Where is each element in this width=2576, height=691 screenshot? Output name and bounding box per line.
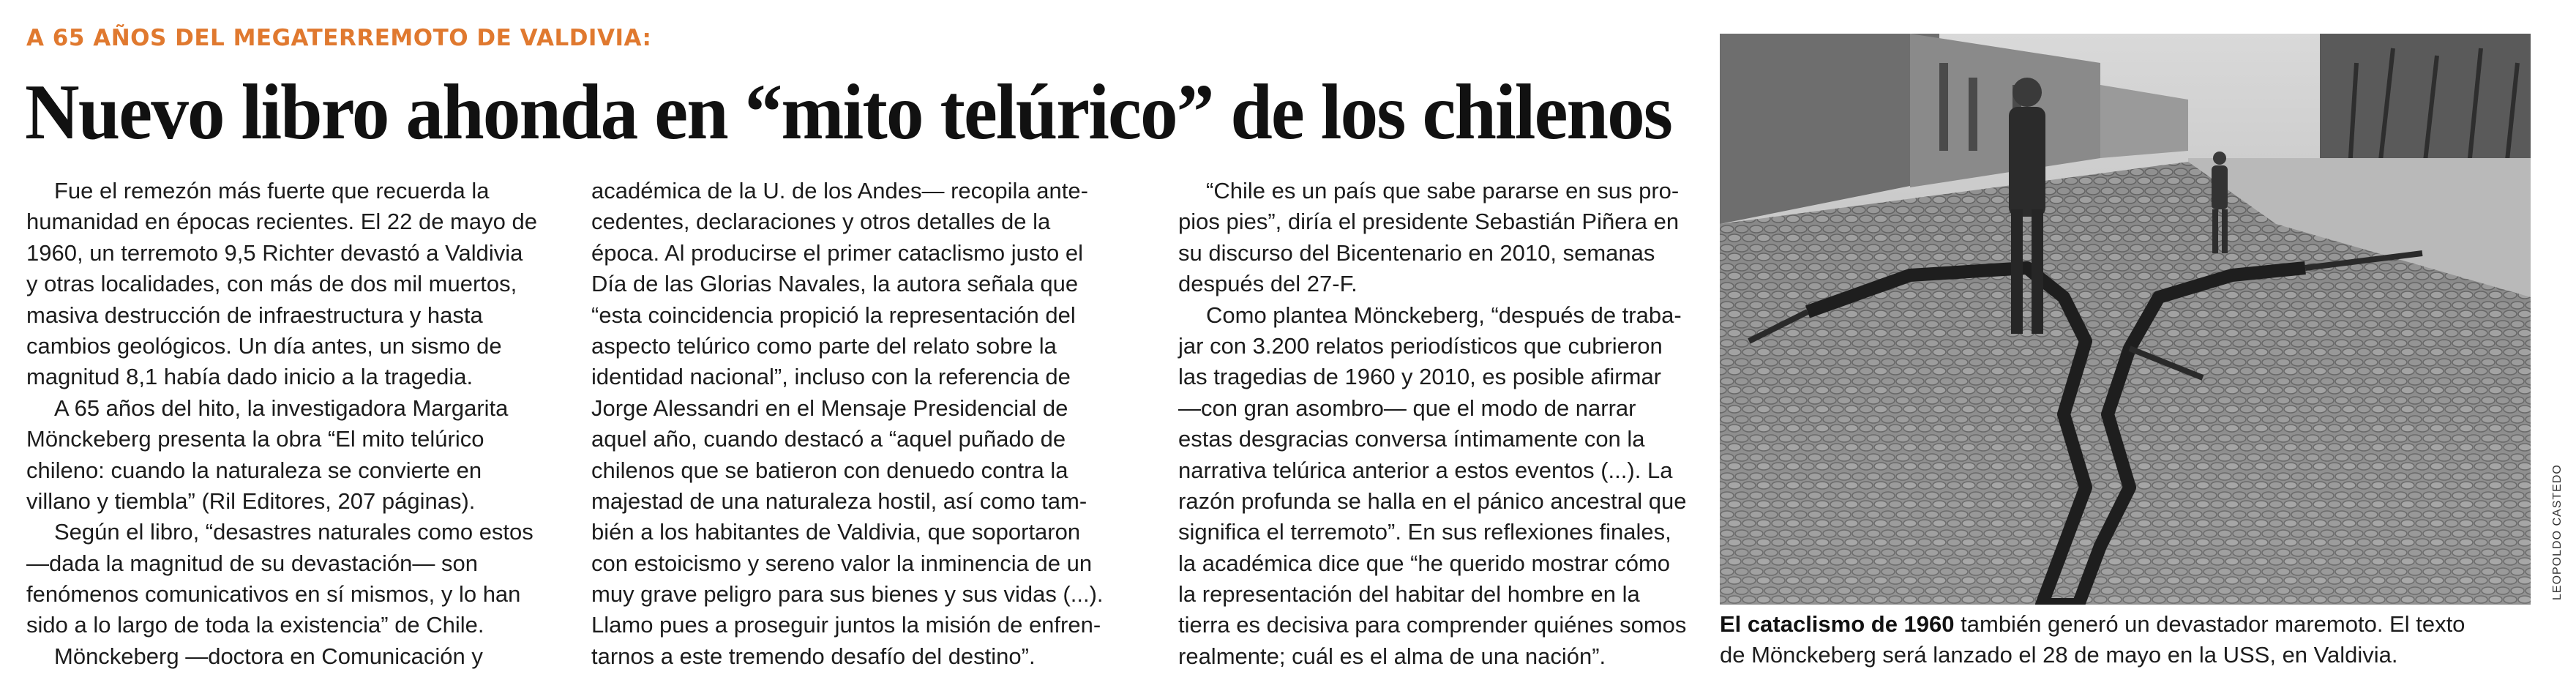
article-line: chileno: cuando la naturaleza se convierte en	[26, 457, 482, 483]
article-line: Según el libro, “desastres naturales como estos	[54, 519, 533, 545]
article-line: cambios geológicos. Un día antes, un sismo de	[26, 332, 502, 359]
article-column-2	[591, 176, 1104, 672]
article-line: cedentes, declaraciones y otros detalles de la	[591, 209, 1051, 235]
article-line: —dada la magnitud de su devastación— son	[26, 550, 478, 576]
article-line: época. Al producirse el primer cataclismo justo el	[591, 239, 1083, 266]
photo-caption	[1720, 609, 2465, 671]
article-line: las tragedias de 1960 y 2010, es posible afirmar	[1178, 364, 1662, 390]
article-line: narrativa telúrica anterior a estos eventos (...). La	[1178, 457, 1673, 483]
article-line: 1960, un terremoto 9,5 Richter devastó a Valdivia	[26, 239, 523, 266]
article-line: tierra es decisiva para comprender quiénes somos	[1178, 612, 1687, 638]
article-line: humanidad en épocas recientes. El 22 de mayo de	[26, 209, 537, 235]
article-line: con estoicismo y sereno valor la inminencia de un	[591, 550, 1093, 576]
article-line: estas desgracias conversa íntimamente con la	[1178, 426, 1645, 452]
photo-credit: LEOPOLDO CASTEDO	[2551, 464, 2564, 600]
caption-lead: El cataclismo de 1960	[1720, 611, 1955, 637]
article-line: fenómenos comunicativos en sí mismos, y lo han	[26, 581, 521, 608]
article-line: majestad de una naturaleza hostil, así como tam-	[591, 488, 1087, 514]
article-line: “esta coincidencia propició la representación del	[591, 302, 1076, 328]
article-line: “Chile es un país que sabe pararse en sus pro-	[1206, 178, 1680, 203]
kicker: A 65 AÑOS DEL MEGATERREMOTO DE VALDIVIA:	[26, 25, 652, 51]
article-line: masiva destrucción de infraestructura y hasta	[26, 302, 483, 328]
article-line: académica de la U. de los Andes— recopila ante-	[591, 178, 1088, 203]
article-line: Como plantea Mönckeberg, “después de traba-	[1206, 302, 1682, 328]
article-line: identidad nacional”, incluso con la referencia de	[591, 364, 1071, 390]
article-line: —con gran asombro— que el modo de narrar	[1178, 395, 1636, 421]
caption-line-1-text: también generó un devastador maremoto. El texto	[1954, 611, 2465, 637]
headline: Nuevo libro ahonda en “mito telúrico” de los chilenos	[25, 69, 1672, 156]
article-line: magnitud 8,1 había dado inicio a la tragedia.	[26, 364, 473, 390]
article-line: y otras localidades, con más de dos mil muertos,	[26, 271, 517, 297]
earthquake-photo	[1720, 34, 2531, 605]
article-line: la académica dice que “he querido mostrar cómo	[1178, 550, 1671, 576]
article-line: realmente; cuál es el alma de una nación”.	[1178, 643, 1606, 669]
article-line: Día de las Glorias Navales, la autora señala que	[591, 271, 1079, 297]
article-line: significa el terremoto”. En sus reflexiones finales,	[1178, 519, 1671, 545]
caption-line-1	[1720, 609, 2465, 640]
article-column-3	[1178, 176, 1687, 672]
article-line: su discurso del Bicentenario en 2010, semanas	[1178, 239, 1655, 266]
article-line: muy grave peligro para sus bienes y sus vidas (...).	[591, 581, 1104, 608]
article-line: Llamo pues a proseguir juntos la misión de enfren-	[591, 612, 1101, 638]
article-line: Fue el remezón más fuerte que recuerda la	[54, 178, 490, 203]
article-line: villano y tiembla” (Ril Editores, 207 páginas).	[26, 488, 476, 514]
article-line: sido a lo largo de toda la existencia” de Chile.	[26, 612, 484, 638]
article-line: Mönckeberg —doctora en Comunicación y	[54, 643, 483, 669]
article-line: A 65 años del hito, la investigadora Margarita	[54, 395, 509, 421]
article-line: pios pies”, diría el presidente Sebastián Piñera en	[1178, 209, 1680, 235]
article-line: razón profunda se halla en el pánico ancestral que	[1178, 488, 1687, 514]
article-line: chilenos que se batieron con denuedo contra la	[591, 457, 1068, 483]
article-line: aspecto telúrico como parte del relato sobre la	[591, 332, 1057, 359]
article-line: la representación del habitar del hombre en la	[1178, 581, 1640, 608]
article-line: tarnos a este tremendo desafío del destino”.	[591, 643, 1036, 669]
article-line: Mönckeberg presenta la obra “El mito telúrico	[26, 426, 484, 452]
article-line: bién a los habitantes de Valdivia, que soportaron	[591, 519, 1081, 545]
article-line: jar con 3.200 relatos periodísticos que cubrieron	[1178, 332, 1663, 359]
article-column-1	[26, 176, 537, 672]
article-line: después del 27-F.	[1178, 271, 1358, 297]
article-line: aquel año, cuando destacó a “aquel puñado de	[591, 426, 1066, 452]
article-line: Jorge Alessandri en el Mensaje Presidencial de	[591, 395, 1068, 421]
caption-line-2: de Mönckeberg será lanzado el 28 de mayo en la USS, en Valdivia.	[1720, 642, 2398, 668]
